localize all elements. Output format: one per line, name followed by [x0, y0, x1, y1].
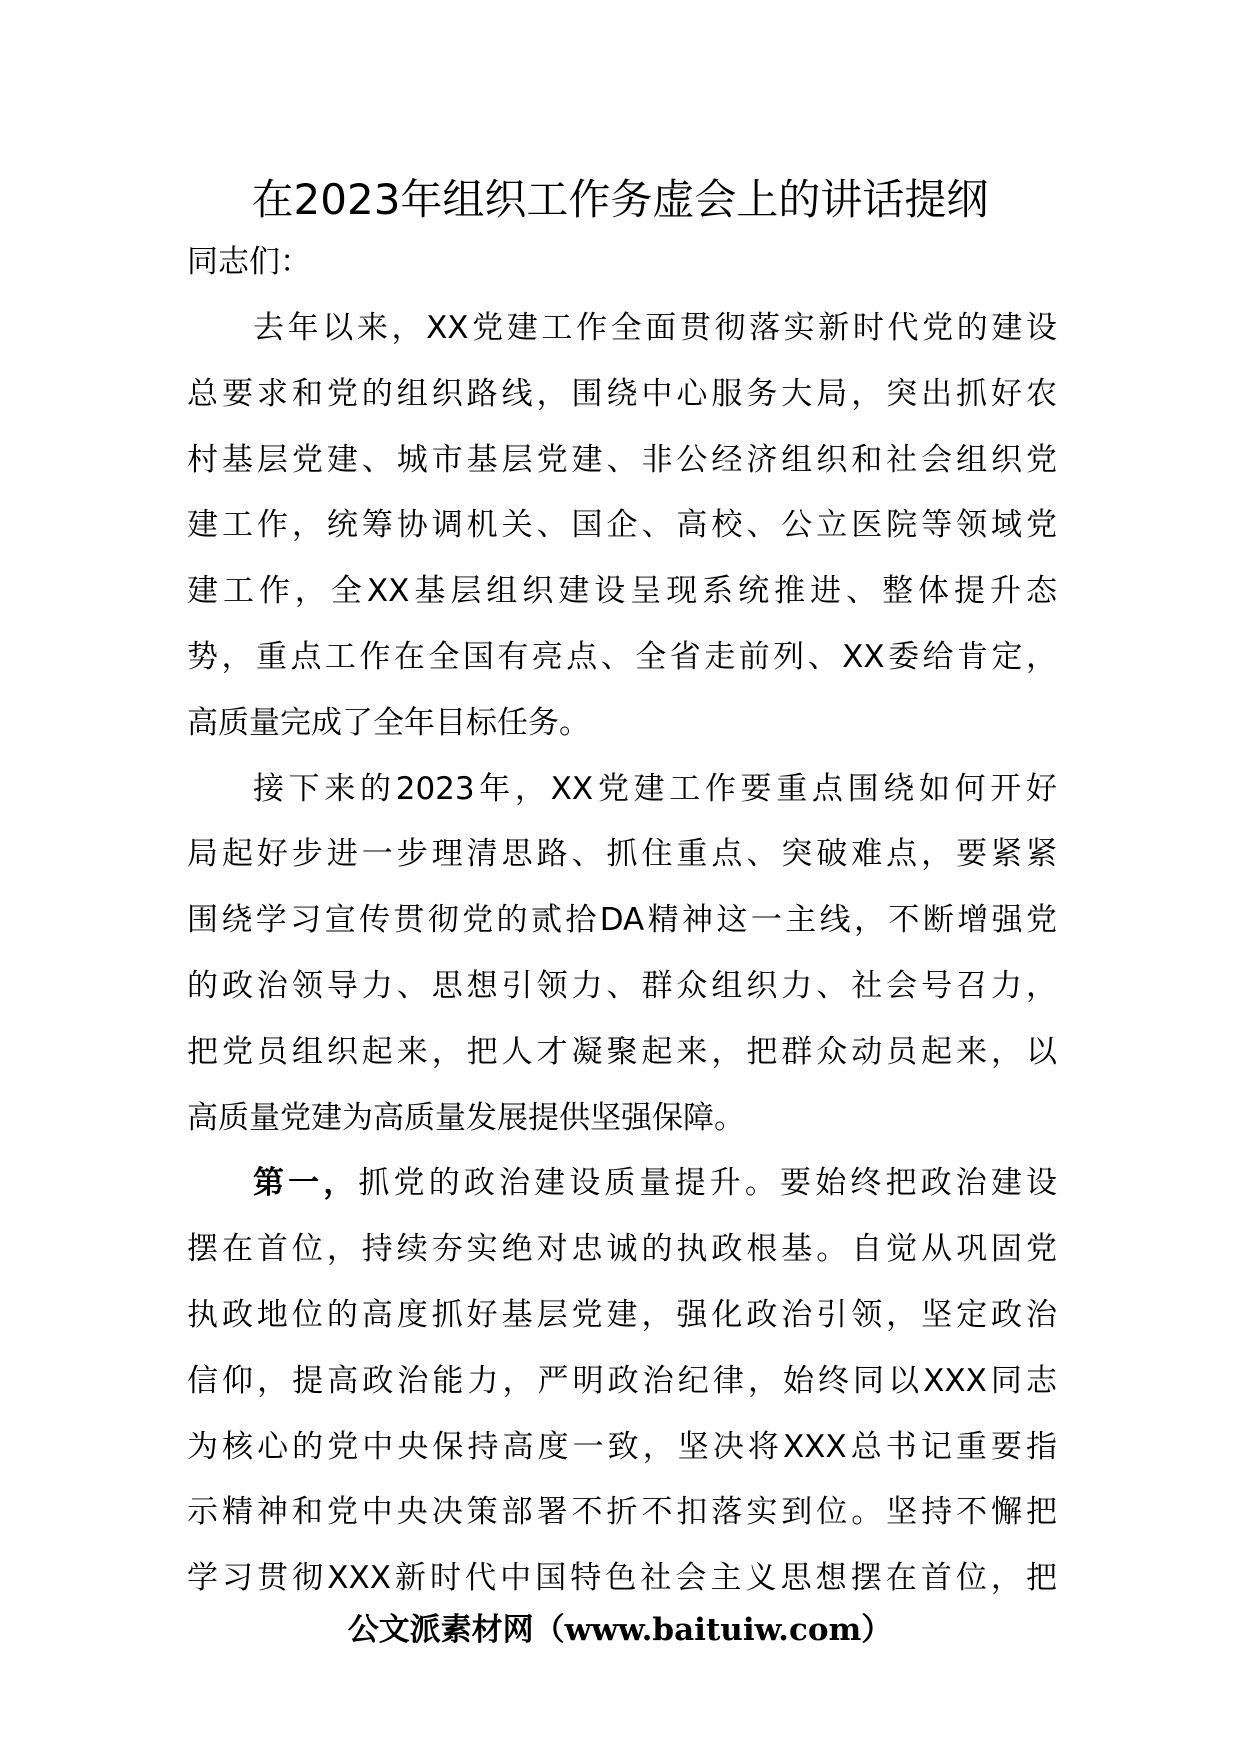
text-line: 总要求和党的组织路线，围绕中心服务大局，突出抓好农 [187, 375, 1057, 412]
salutation: 同志们： [187, 244, 311, 280]
text-line: 执政地位的高度抓好基层党建，强化政治引领，坚定政治 [187, 1296, 1057, 1333]
document-body [187, 303, 1057, 1619]
text-line: 建工作，全XX基层组织建设呈现系统推进、整体提升态 [187, 573, 1057, 610]
text-line: 为核心的党中央保持高度一致，坚决将XXX总书记重要指 [187, 1428, 1057, 1465]
text-line: 建工作，统筹协调机关、国企、高校、公立医院等领域党 [187, 507, 1057, 544]
section-heading: 第一， [253, 1165, 359, 1202]
text-line: 摆在首位，持续夯实绝对忠诚的执政根基。自觉从巩固党 [187, 1231, 1057, 1268]
document-title: 在2023年组织工作务虚会上的讲话提纲 [251, 175, 989, 224]
text-line: 接下来的2023年，XX党建工作要重点围绕如何开好 [253, 770, 1057, 807]
paragraph-3 [187, 1158, 1057, 1619]
text-line: 村基层党建、城市基层党建、非公经济组织和社会组织党 [187, 441, 1057, 478]
section-heading-text: 抓党的政治建设质量提升。要始终把政治建设 [358, 1165, 1058, 1202]
text-line: 围绕学习宣传贯彻党的贰拾DA精神这一主线，不断增强党 [187, 902, 1057, 939]
text-line: 局起好步进一步理清思路、抓住重点、突破难点，要紧紧 [187, 836, 1057, 873]
text-line: 示精神和党中央决策部署不折不扣落实到位。坚持不懈把 [187, 1494, 1057, 1531]
text-line: 去年以来，XX党建工作全面贯彻落实新时代党的建设 [253, 310, 1057, 346]
text-line: 的政治领导力、思想引领力、群众组织力、社会号召力， [187, 967, 1057, 1004]
text-line: 信仰，提高政治能力，严明政治纪律，始终同以XXX同志 [187, 1362, 1057, 1399]
page-footer: 公文派素材网（www.baituiw.com） [347, 1612, 893, 1648]
text-line: 势，重点工作在全国有亮点、全省走前列、XX委给肯定， [187, 638, 1057, 675]
text-line [187, 1158, 1057, 1224]
paragraph-1 [187, 303, 1057, 764]
text-line: 学习贯彻XXX新时代中国特色社会主义思想摆在首位，把 [187, 1560, 1057, 1597]
text-line: 高质量党建为高质量发展提供坚强保障。 [187, 1099, 745, 1136]
paragraph-2 [187, 764, 1057, 1159]
text-line: 把党员组织起来，把人才凝聚起来，把群众动员起来，以 [187, 1033, 1057, 1070]
text-line: 高质量完成了全年目标任务。 [187, 704, 590, 741]
